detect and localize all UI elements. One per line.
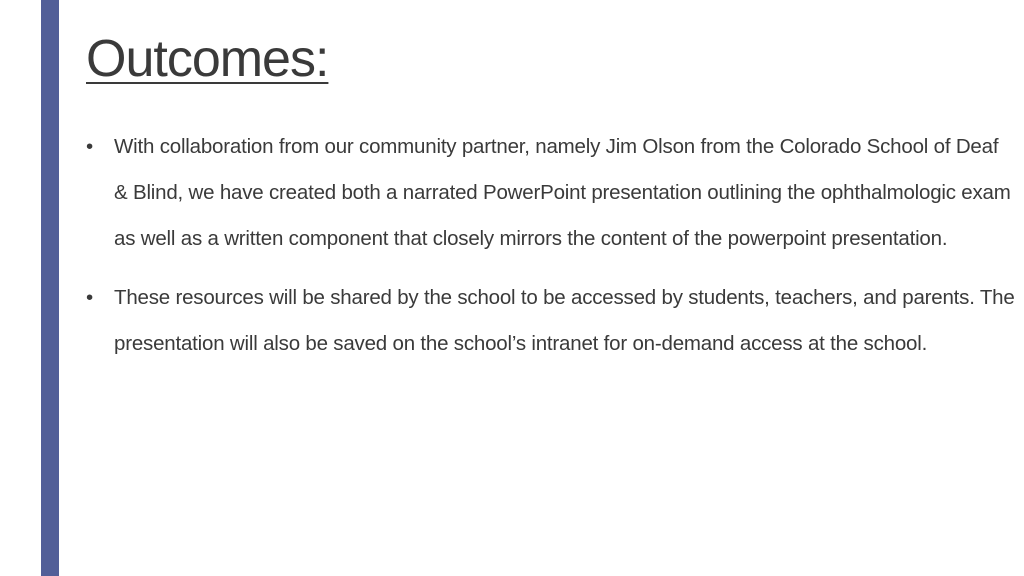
bullet-item	[86, 124, 1016, 262]
bullet-text: With collaboration from our community partner, namely Jim Olson from the Colorado School of Deaf & Blind, we have created both a narrated PowerPoint presentation outlining the ophthalmologic exam as well as a written component that closely mirrors the content of the powerpoint presentation.	[114, 135, 1011, 250]
bullet-icon: •	[86, 135, 93, 158]
bullet-list	[86, 124, 1016, 367]
slide-title: Outcomes:	[86, 30, 329, 88]
bullet-text: These resources will be shared by the school to be accessed by students, teachers, and parents. The presentation will also be saved on the school’s intranet for on-demand access at the school.	[114, 286, 1015, 355]
accent-bar	[41, 0, 59, 576]
bullet-item	[86, 275, 1016, 367]
bullet-icon: •	[86, 286, 93, 309]
